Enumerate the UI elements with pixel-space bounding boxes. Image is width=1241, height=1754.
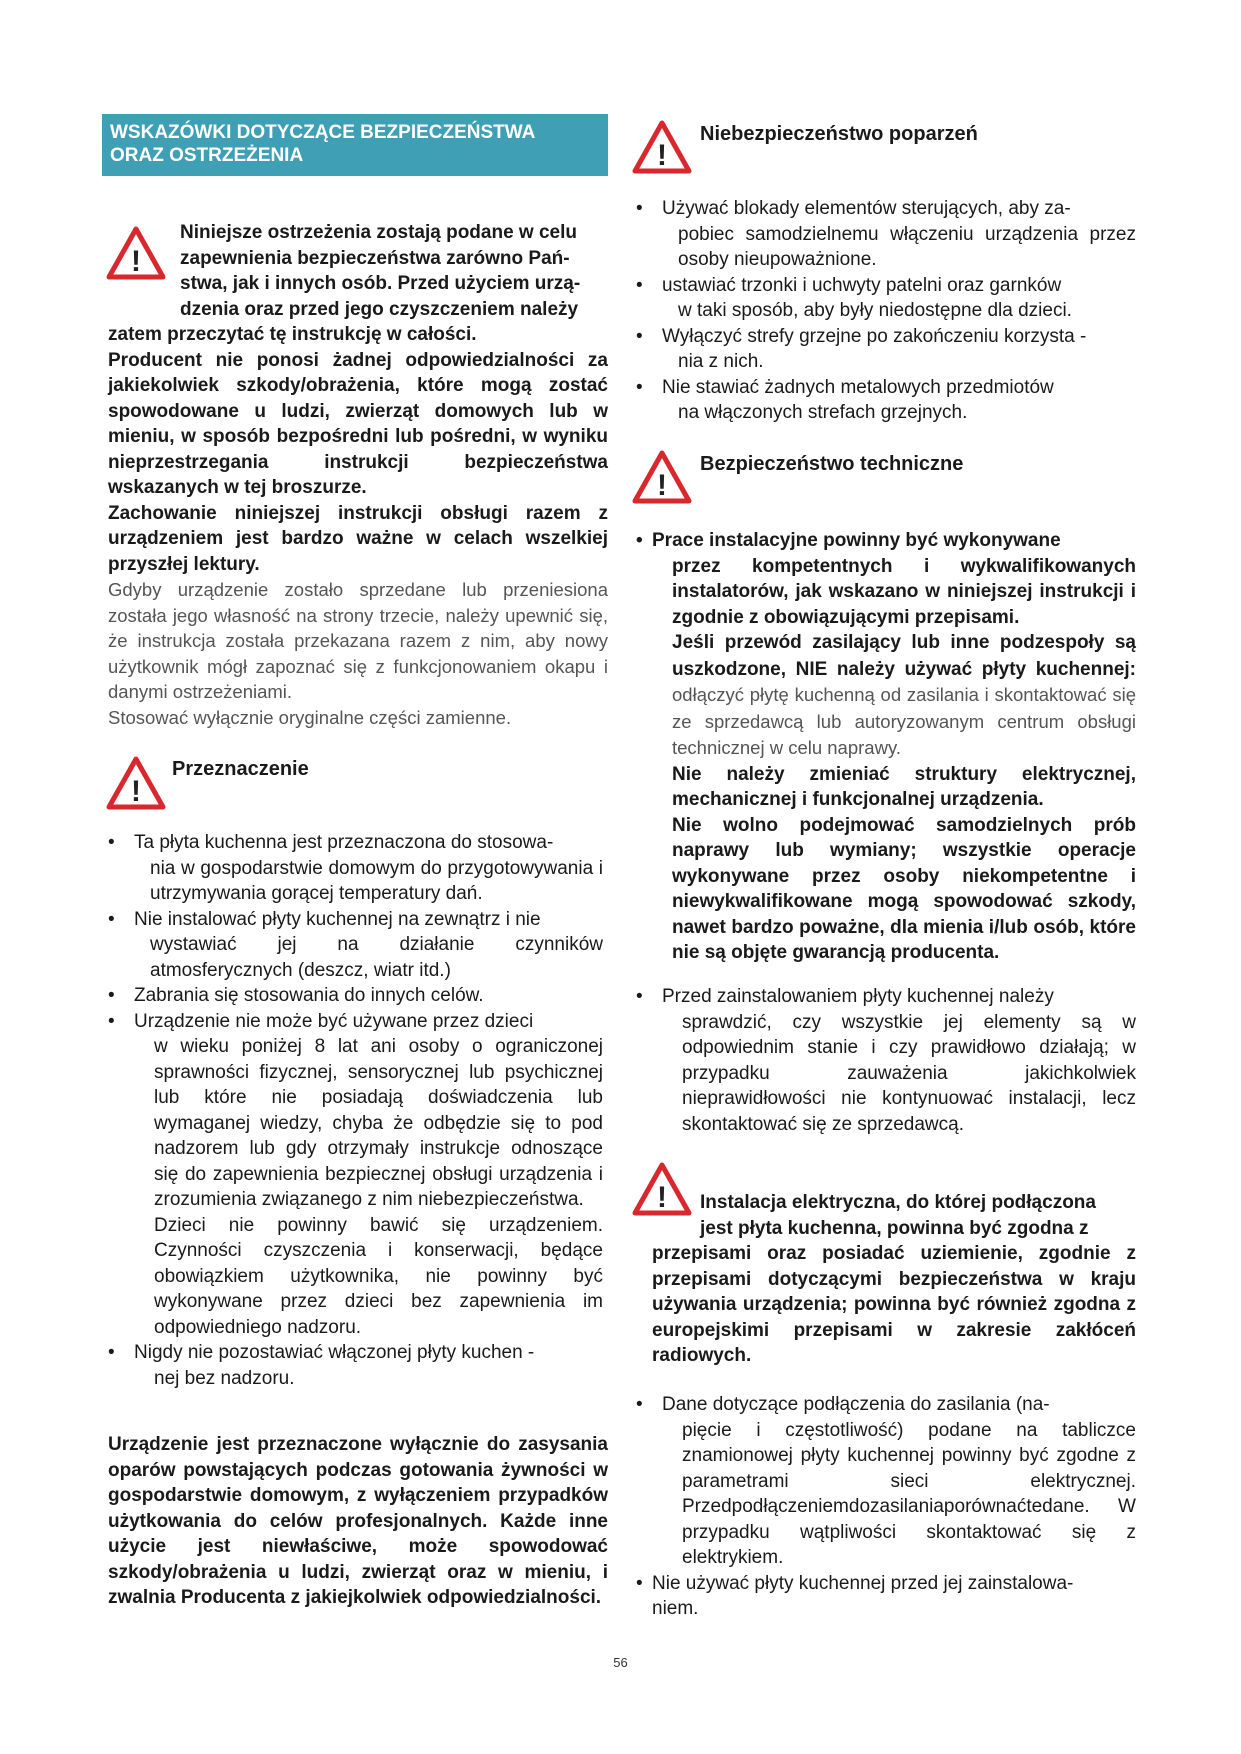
tech-bold2: Jeśli przewód zasilający lub inne podzespoły są uszkodzone, NIE należy używać płyty kuchennej: bbox=[672, 632, 1136, 680]
warning-triangle-icon bbox=[106, 756, 166, 810]
svg-text:!: ! bbox=[657, 469, 667, 502]
last-first: Nie używać płyty kuchennej przed jej zainstalowa- bbox=[652, 1572, 1074, 1594]
svg-text:!: ! bbox=[131, 245, 141, 278]
data-first: Dane dotyczące podłączenia do zasilania (na- bbox=[662, 1394, 1050, 1415]
warning-triangle-icon bbox=[632, 120, 692, 174]
warning-triangle-icon bbox=[106, 226, 166, 280]
list-item bbox=[636, 196, 1136, 273]
elec-first: Instalacja elektryczna, do której podłączona bbox=[700, 1192, 1096, 1213]
list-item bbox=[636, 273, 1136, 324]
list-item bbox=[108, 830, 603, 907]
item-rest: nia w gospodarstwie domowym do przygotowywania i utrzymywania gorącej temperatury dań. bbox=[150, 857, 603, 904]
elec-lines bbox=[700, 1190, 1136, 1241]
install-first: Przed zainstalowaniem płyty kuchennej należy bbox=[662, 986, 1054, 1007]
sold-paragraph: Gdyby urządzenie zostało sprzedane lub przeniesiona została jego własność na strony trzecie, należy upewnić się, że instrukcja została przekazana razem z nim, aby nowy użytkownik mógł zapoznać się z funkcjonowaniem okapu i danymi ostrzeżeniami. bbox=[108, 579, 608, 702]
warning-triangle-icon bbox=[632, 450, 692, 504]
producer-paragraph: Producent nie ponosi żadnej odpowiedzialności za jakiekolwiek szkody/obrażenia, które mogą zostać spowodowane u ludzi, zwierząt domowych lub w mieniu, w sposób bezpośredni lub pośredni, w wyniku nieprzestrzegania instrukcji bezpieczeństwa wskazanych w tej broszurze. bbox=[108, 349, 608, 498]
data-rest: pięcie i częstotliwość) podane na tabliczce znamionowej płyty kuchennej powinny być zgodne z parametrami sieci elektrycznej. Przedpodłączeniemdozasilaniaporównaćtedane. W przypadku wątpliwości skontaktować się z elektrykiem. bbox=[682, 1419, 1136, 1568]
intro-line: stwa, jak i innych osób. Przed użyciem urzą- bbox=[180, 273, 581, 294]
list-item bbox=[636, 528, 1136, 966]
item-first: Ta płyta kuchenna jest przeznaczona do stosowa- bbox=[134, 832, 554, 853]
list-item bbox=[108, 1340, 603, 1391]
item-rest: w taki sposób, aby były niedostępne dla dzieci. bbox=[678, 300, 1072, 321]
item-rest: wystawiać jej na działanie czynników atmosferycznych (deszcz, wiatr itd.) bbox=[150, 934, 603, 981]
svg-text:!: ! bbox=[657, 139, 667, 172]
tech-title: Bezpieczeństwo techniczne bbox=[700, 453, 964, 475]
list-item bbox=[108, 983, 603, 1009]
item-first: ustawiać trzonki i uchwyty patelni oraz garnków bbox=[662, 274, 1062, 296]
keep-paragraph: Zachowanie niniejszej instrukcji obsługi razem z urządzeniem jest bardzo ważne w celach wszelkiej przyszłej lektury. bbox=[108, 502, 608, 575]
burn-list bbox=[636, 196, 1136, 426]
item-first: Zabrania się stosowania do innych celów. bbox=[134, 985, 484, 1006]
list-item bbox=[636, 984, 1136, 1137]
item-rest: w wieku poniżej 8 lat ani osoby o ograniczonej sprawności fizycznej, sensorycznej lub psychicznej lub które nie posiadają doświadczenia lub wymaganej wiedzy, chyba że odbędzie się to pod nadzorem lub gdy otrzymały instrukcje odnoszące się do zapewnienia bezpiecznej obsługi urządzenia i zrozumienia związanego z nim niebezpieczeństwa. bbox=[154, 1036, 603, 1210]
intro-line: zapewnienia bezpieczeństwa zarówno Pań- bbox=[180, 247, 570, 269]
parts-paragraph: Stosować wyłącznie oryginalne części zamienne. bbox=[108, 706, 512, 728]
item-first: Nie stawiać żadnych metalowych przedmiotów bbox=[662, 376, 1054, 398]
item-rest: Dzieci nie powinny bawić się urządzeniem. Czynności czyszczenia i konserwacji, będące obowiązkiem użytkownika, nie powinny być wykonywane przez dzieci bez zapewnienia im odpowiedniego nadzoru. bbox=[154, 1214, 603, 1338]
tech-light: odłączyć płytę kuchenną od zasilania i skontaktować się ze sprzedawcą lub autoryzowanym centrum obsługi technicznej w celu naprawy. bbox=[672, 684, 1136, 758]
list-item bbox=[108, 907, 603, 984]
page-number: 56 bbox=[613, 1655, 628, 1670]
item-rest: pobiec samodzielnemu włączeniu urządzenia przez osoby nieupoważnione. bbox=[678, 223, 1136, 270]
burn-title: Niebezpieczeństwo poparzeń bbox=[700, 123, 978, 145]
tech-bold4: Nie wolno podejmować samodzielnych prób naprawy lub wymiany; wszystkie operacje wykonywane przez osoby niekompetentne i niewykwalifikowane mogą spowodować szkody, nawet bardzo poważne, dla mienia i/lub osób, które nie są objęte gwarancją producenta. bbox=[672, 814, 1136, 963]
item-rest: nia z nich. bbox=[678, 351, 764, 372]
tech-list bbox=[636, 528, 1136, 966]
section-header bbox=[102, 114, 608, 176]
install-rest: sprawdzić, czy wszystkie jej elementy są w odpowiednim stanie i czy prawidłowo działają; w przypadku zauważenia jakichkolwiek nieprawidłowości nie kontynuować instalacji, lecz skontaktować się ze sprzedawcą. bbox=[682, 1011, 1136, 1135]
list-item bbox=[108, 1009, 603, 1341]
intro-block bbox=[108, 322, 608, 577]
elec-second: jest płyta kuchenna, powinna być zgodna z bbox=[700, 1217, 1089, 1239]
svg-text:!: ! bbox=[657, 1181, 667, 1214]
section-header-line2: ORAZ OSTRZEŻENIA bbox=[110, 145, 304, 166]
intro-rest: zatem przeczytać tę instrukcję w całości. bbox=[108, 324, 477, 345]
intro-line: dzenia oraz przed jego czyszczeniem należy bbox=[180, 298, 579, 320]
purpose-list bbox=[108, 830, 603, 1391]
item-rest: nej bez nadzoru. bbox=[154, 1367, 295, 1389]
list-item bbox=[636, 324, 1136, 375]
item-first: Wyłączyć strefy grzejne po zakończeniu korzysta - bbox=[662, 325, 1087, 347]
item-first: Nigdy nie pozostawiać włączonej płyty kuchen - bbox=[134, 1342, 535, 1363]
section-header-line1: WSKAZÓWKI DOTYCZĄCE BEZPIECZEŃSTWA bbox=[110, 122, 536, 143]
install-list bbox=[636, 984, 1136, 1137]
item-first: Używać blokady elementów sterujących, aby za- bbox=[662, 198, 1071, 219]
list-item bbox=[636, 1571, 1136, 1622]
elec-rest: przepisami oraz posiadać uziemienie, zgodnie z przepisami dotyczącymi bezpieczeństwa w kraju używania urządzenia; powinna być również zgodna z europejskimi przepisami w zakresie zakłóceń radiowych. bbox=[652, 1243, 1136, 1366]
list-item bbox=[636, 375, 1136, 426]
tech-first: Prace instalacyjne powinny być wykonywane bbox=[652, 530, 1061, 551]
purpose-title: Przeznaczenie bbox=[172, 758, 309, 780]
svg-text:!: ! bbox=[131, 775, 141, 808]
intro-lines bbox=[180, 220, 610, 322]
final-paragraph: Urządzenie jest przeznaczone wyłącznie do zasysania oparów powstających podczas gotowania żywności w gospodarstwie domowym, z wyłączeniem przypadków użytkowania do celów profesjonalnych. Każde inne użycie jest niewłaściwe, może spowodować szkody/obrażenia u ludzi, zwierząt oraz w mieniu, i zwalnia Producenta z jakiejkolwiek odpowiedzialności. bbox=[108, 1434, 608, 1608]
item-first: Nie instalować płyty kuchennej na zewnątrz i nie bbox=[134, 908, 541, 930]
tech-bold3: Nie należy zmieniać struktury elektrycznej, mechanicznej i funkcjonalnej urządzenia. bbox=[672, 763, 1136, 810]
last-rest: niem. bbox=[652, 1598, 699, 1619]
intro-line: Niniejsze ostrzeżenia zostają podane w celu bbox=[180, 222, 578, 243]
data-list bbox=[636, 1392, 1136, 1622]
sold-block bbox=[108, 577, 608, 730]
warning-triangle-icon bbox=[632, 1162, 692, 1216]
item-first: Urządzenie nie może być używane przez dzieci bbox=[134, 1010, 534, 1032]
item-rest: na włączonych strefach grzejnych. bbox=[678, 402, 968, 423]
list-item bbox=[636, 1392, 1136, 1571]
tech-bold1: przez kompetentnych i wykwalifikowanych instalatorów, jak wskazano w niniejszej instrukcji i zgodnie z obowiązującymi przepisami. bbox=[672, 555, 1136, 628]
